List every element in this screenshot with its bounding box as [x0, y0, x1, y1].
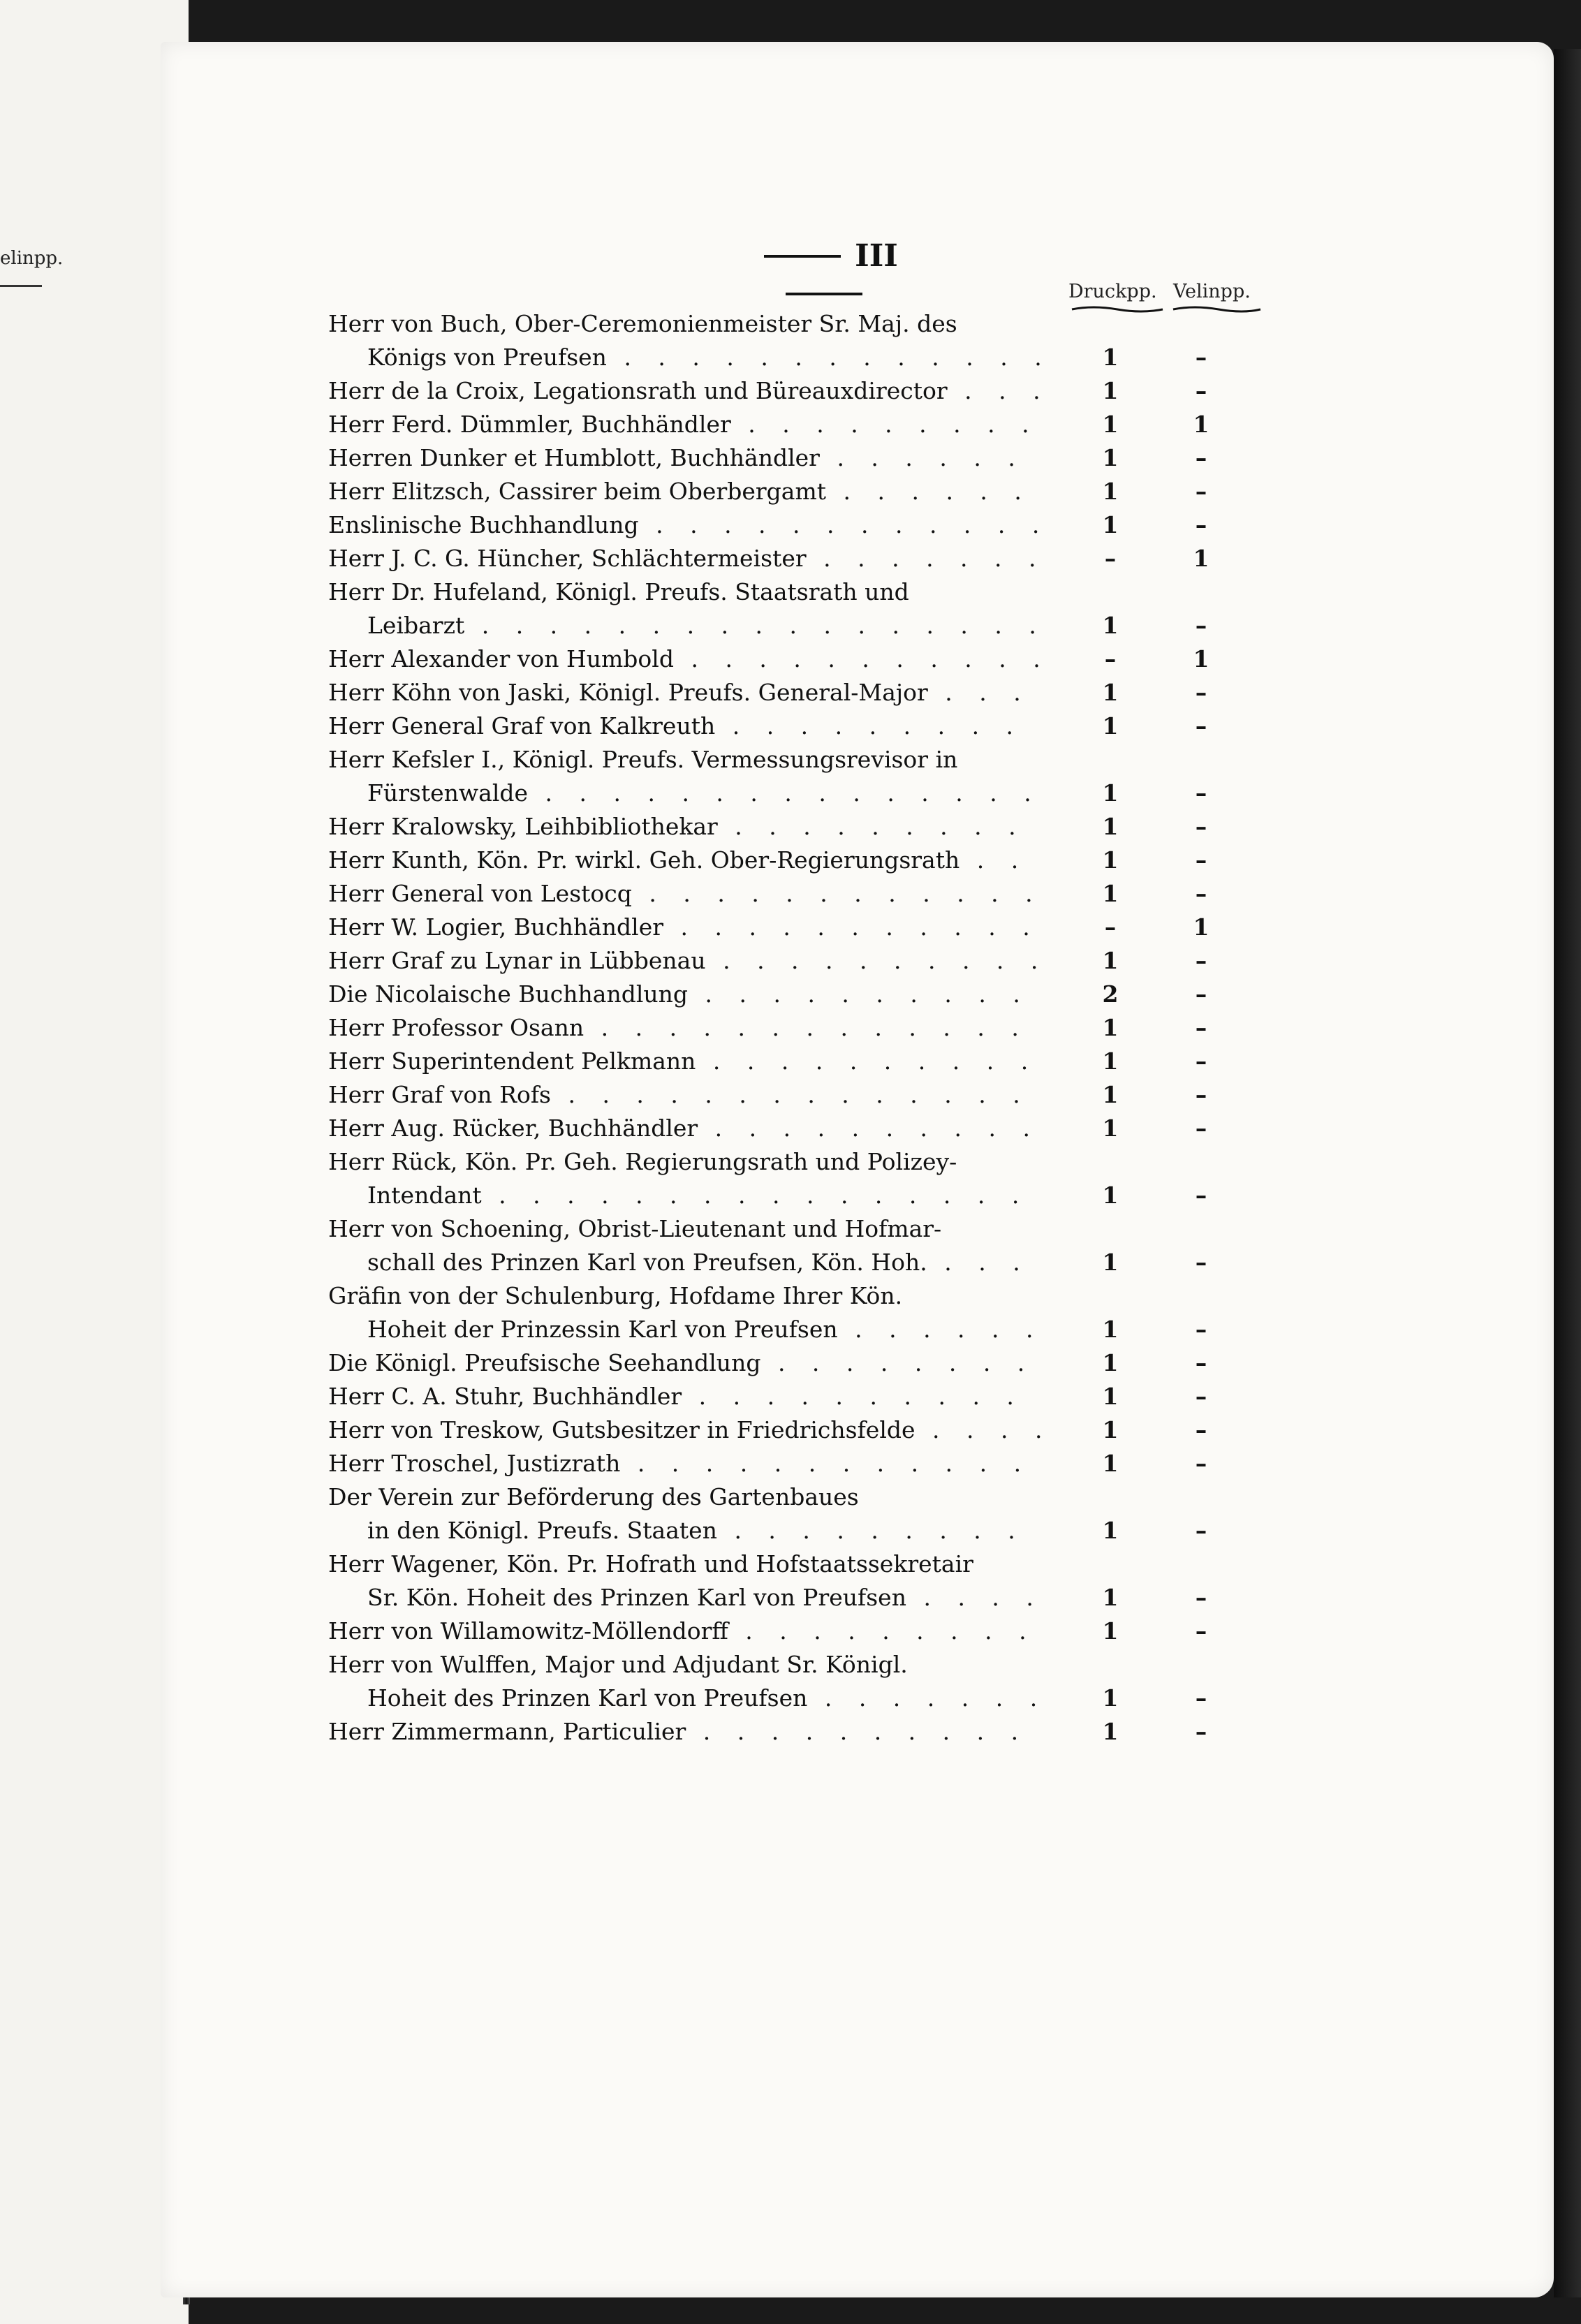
subscriber-name — [328, 709, 1040, 743]
subscriber-line: Herr Graf von Rofs . . . — [328, 1078, 1040, 1112]
velin-count: – — [1195, 612, 1207, 639]
subscriber-line: Herr Professor Osann . . . — [328, 1011, 1040, 1045]
druck-count: – — [1104, 913, 1117, 941]
subscriber-name — [328, 1648, 1040, 1715]
page-edge-shadow — [1554, 49, 1581, 2297]
subscriber-name — [328, 676, 1040, 709]
subscriber-line: Herr Alexander von Humbold . . . — [328, 642, 1040, 676]
subscriber-name — [328, 1615, 1040, 1648]
velin-count: – — [1195, 813, 1207, 840]
subscriber-line: Der Verein zur Beförderung des Gartenbaues — [328, 1483, 859, 1510]
subscriber-name — [328, 911, 1040, 944]
subscriber-line: Fürstenwalde . . . — [328, 777, 1040, 810]
velin-count: – — [1195, 1617, 1207, 1645]
subscriber-entry — [328, 743, 1278, 810]
subscriber-line: Gräfin von der Schulenburg, Hofdame Ihrer Kön. — [328, 1282, 903, 1309]
subscriber-line: Königs von Preufsen . . . — [328, 341, 1040, 374]
druck-count: 1 — [1102, 344, 1119, 371]
druck-count: 1 — [1102, 377, 1119, 404]
subscriber-name — [328, 542, 1040, 575]
subscriber-name — [328, 743, 1040, 810]
subscriber-entry — [328, 877, 1278, 911]
druck-count: 1 — [1102, 1115, 1119, 1142]
subscriber-line: Herr Kralowsky, Leihbibliothekar . . . — [328, 810, 1040, 844]
druck-count: 1 — [1102, 1718, 1119, 1745]
subscriber-name — [328, 1413, 1040, 1447]
subscriber-entry — [328, 1279, 1278, 1346]
velin-count: – — [1195, 1047, 1207, 1075]
druck-count: 1 — [1102, 846, 1119, 874]
subscriber-line: Herr Superintendent Pelkmann . . . — [328, 1045, 1040, 1078]
subscriber-entry — [328, 475, 1278, 508]
druck-count: 1 — [1102, 1517, 1119, 1544]
subscriber-name — [328, 1346, 1040, 1380]
velin-count: – — [1195, 947, 1207, 974]
subscriber-entry — [328, 810, 1278, 844]
subscriber-entry — [328, 542, 1278, 575]
subscriber-name — [328, 1380, 1040, 1413]
velin-count: – — [1195, 1081, 1207, 1108]
velin-count: – — [1195, 779, 1207, 807]
subscriber-line: Herr Kefsler I., Königl. Preufs. Vermessungsrevisor in — [328, 746, 958, 773]
subscriber-name — [328, 944, 1040, 978]
subscriber-name — [328, 1447, 1040, 1480]
subscriber-list — [328, 307, 1278, 1749]
subscriber-entry — [328, 1715, 1278, 1749]
subscriber-line: Herr W. Logier, Buchhändler . . . — [328, 911, 1040, 944]
subscriber-entry — [328, 374, 1278, 408]
druck-count: 1 — [1102, 712, 1119, 740]
velin-count: – — [1195, 377, 1207, 404]
druck-count: 1 — [1102, 1249, 1119, 1276]
subscriber-entry — [328, 1045, 1278, 1078]
subscriber-line: Herr von Schoening, Obrist-Lieutenant und Hofmar- — [328, 1215, 942, 1242]
subscriber-name — [328, 1480, 1040, 1547]
velin-count: – — [1195, 1316, 1207, 1343]
subscriber-entry — [328, 1346, 1278, 1380]
subscriber-entry — [328, 1547, 1278, 1615]
subscriber-entry — [328, 911, 1278, 944]
subscriber-name — [328, 575, 1040, 642]
subscriber-name — [328, 978, 1040, 1011]
subscriber-line: Herr Ferd. Dümmler, Buchhändler . . . — [328, 408, 1040, 441]
druck-count: 1 — [1102, 1081, 1119, 1108]
subscriber-entry — [328, 1011, 1278, 1045]
header-rule-right — [786, 293, 862, 295]
page-number-header — [719, 236, 929, 309]
subscriber-entry — [328, 844, 1278, 877]
druck-count: 1 — [1102, 1014, 1119, 1041]
druck-count: 1 — [1102, 1684, 1119, 1712]
column-header-velin: Velinpp. — [1173, 281, 1251, 302]
header-rule-left — [764, 255, 841, 258]
subscriber-line: Herr Zimmermann, Particulier . . . — [328, 1715, 1040, 1749]
subscriber-line: Enslinische Buchhandlung . . . — [328, 508, 1040, 542]
velin-count: – — [1195, 511, 1207, 538]
druck-count: 2 — [1102, 980, 1119, 1008]
velin-count: – — [1195, 1450, 1207, 1477]
subscriber-name — [328, 508, 1040, 542]
subscriber-name — [328, 642, 1040, 676]
druck-count: 1 — [1102, 444, 1119, 471]
subscriber-name — [328, 810, 1040, 844]
velin-count: – — [1195, 846, 1207, 874]
subscriber-line: Hoheit der Prinzessin Karl von Preufsen . . . — [328, 1313, 1040, 1346]
velin-count: 1 — [1193, 411, 1209, 438]
subscriber-line: Herr Köhn von Jaski, Königl. Preufs. General-Major . . . — [328, 676, 1040, 709]
column-header-druck: Druckpp. — [1068, 281, 1157, 302]
druck-count: 1 — [1102, 411, 1119, 438]
subscriber-name — [328, 1715, 1040, 1749]
druck-count: 1 — [1102, 1182, 1119, 1209]
subscriber-name — [328, 844, 1040, 877]
velin-count: – — [1195, 1115, 1207, 1142]
subscriber-line: Herr von Willamowitz-Möllendorff . . . — [328, 1615, 1040, 1648]
subscriber-entry — [328, 408, 1278, 441]
velin-count: – — [1195, 1684, 1207, 1712]
velin-count: – — [1195, 1249, 1207, 1276]
druck-count: 1 — [1102, 612, 1119, 639]
subscriber-entry — [328, 1615, 1278, 1648]
velin-count: – — [1195, 980, 1207, 1008]
druck-count: 1 — [1102, 880, 1119, 907]
subscriber-name — [328, 408, 1040, 441]
subscriber-name — [328, 877, 1040, 911]
druck-count: 1 — [1102, 779, 1119, 807]
subscriber-entry — [328, 1078, 1278, 1112]
subscriber-line: Die Nicolaische Buchhandlung . . . — [328, 978, 1040, 1011]
subscriber-line: Hoheit des Prinzen Karl von Preufsen . . . — [328, 1682, 1040, 1715]
velin-count: – — [1195, 478, 1207, 505]
subscriber-name — [328, 374, 1040, 408]
velin-count: – — [1195, 1517, 1207, 1544]
subscriber-line: Herr General Graf von Kalkreuth . . . — [328, 709, 1040, 743]
druck-count: – — [1104, 645, 1117, 672]
druck-count: 1 — [1102, 1383, 1119, 1410]
subscriber-line: Herr de la Croix, Legationsrath und Büreauxdirector . . . — [328, 374, 1040, 408]
subscriber-entry — [328, 1380, 1278, 1413]
subscriber-entry — [328, 1447, 1278, 1480]
subscriber-entry — [328, 575, 1278, 642]
velin-count: – — [1195, 344, 1207, 371]
subscriber-entry — [328, 642, 1278, 676]
subscriber-line: Herr J. C. G. Hüncher, Schlächtermeister . . . — [328, 542, 1040, 575]
subscriber-line: schall des Prinzen Karl von Preufsen, Kön. Hoh. . . . — [328, 1246, 1040, 1279]
subscriber-line: Herr Rück, Kön. Pr. Geh. Regierungsrath und Polizey- — [328, 1148, 957, 1175]
subscriber-entry — [328, 709, 1278, 743]
druck-count: 1 — [1102, 478, 1119, 505]
druck-count: 1 — [1102, 1047, 1119, 1075]
subscriber-entry — [328, 1480, 1278, 1547]
subscriber-line: Sr. Kön. Hoheit des Prinzen Karl von Preufsen . . . — [328, 1581, 1040, 1615]
subscriber-line: Leibarzt . . . — [328, 609, 1040, 642]
subscriber-line: Herr General von Lestocq . . . — [328, 877, 1040, 911]
subscriber-entry — [328, 1413, 1278, 1447]
druck-count: 1 — [1102, 1584, 1119, 1611]
velin-count: – — [1195, 712, 1207, 740]
subscriber-name — [328, 1011, 1040, 1045]
subscriber-name — [328, 1112, 1040, 1145]
velin-count: 1 — [1193, 913, 1209, 941]
velin-count: 1 — [1193, 545, 1209, 572]
velin-count: – — [1195, 444, 1207, 471]
velin-count: 1 — [1193, 645, 1209, 672]
druck-count: 1 — [1102, 1617, 1119, 1645]
velin-count: – — [1195, 1584, 1207, 1611]
subscriber-line: Herr Dr. Hufeland, Königl. Preufs. Staatsrath und — [328, 578, 909, 605]
subscriber-entry — [328, 307, 1278, 374]
subscriber-entry — [328, 978, 1278, 1011]
druck-count: 1 — [1102, 813, 1119, 840]
velin-count: – — [1195, 1182, 1207, 1209]
subscriber-line: Herren Dunker et Humblott, Buchhändler . . . — [328, 441, 1040, 475]
subscriber-name — [328, 441, 1040, 475]
subscriber-line: Herr von Treskow, Gutsbesitzer in Friedrichsfelde . . . — [328, 1413, 1040, 1447]
subscriber-line: Intendant . . . — [328, 1179, 1040, 1212]
subscriber-line: Herr Aug. Rücker, Buchhändler . . . — [328, 1112, 1040, 1145]
subscriber-entry — [328, 944, 1278, 978]
velin-count: – — [1195, 1349, 1207, 1376]
subscriber-line: Herr C. A. Stuhr, Buchhändler . . . — [328, 1380, 1040, 1413]
subscriber-line: Die Königl. Preufsische Seehandlung . . . — [328, 1346, 1040, 1380]
druck-count: 1 — [1102, 1416, 1119, 1443]
subscriber-line: Herr Graf zu Lynar in Lübbenau . . . — [328, 944, 1040, 978]
subscriber-entry — [328, 1212, 1278, 1279]
subscriber-line: Herr Troschel, Justizrath . . . — [328, 1447, 1040, 1480]
subscriber-name — [328, 1078, 1040, 1112]
subscriber-line: Herr von Wulffen, Major und Adjudant Sr. Königl. — [328, 1651, 908, 1678]
druck-count: – — [1104, 545, 1117, 572]
velin-count: – — [1195, 880, 1207, 907]
subscriber-name — [328, 1279, 1040, 1346]
velin-count: – — [1195, 1718, 1207, 1745]
subscriber-line: in den Königl. Preufs. Staaten . . . — [328, 1514, 1040, 1547]
subscriber-name — [328, 1212, 1040, 1279]
druck-count: 1 — [1102, 511, 1119, 538]
druck-count: 1 — [1102, 1316, 1119, 1343]
previous-page-rule — [0, 285, 42, 287]
velin-count: – — [1195, 679, 1207, 706]
page-number: III — [855, 238, 898, 274]
subscriber-name — [328, 1145, 1040, 1212]
subscriber-line: Herr Elitzsch, Cassirer beim Oberbergamt . . . — [328, 475, 1040, 508]
subscriber-name — [328, 475, 1040, 508]
subscriber-name — [328, 1045, 1040, 1078]
previous-page-header: elinpp. — [0, 248, 64, 269]
subscriber-entry — [328, 1112, 1278, 1145]
subscriber-entry — [328, 441, 1278, 475]
druck-count: 1 — [1102, 679, 1119, 706]
subscriber-name — [328, 307, 1040, 374]
druck-count: 1 — [1102, 1349, 1119, 1376]
subscriber-entry — [328, 1648, 1278, 1715]
druck-count: 1 — [1102, 1450, 1119, 1477]
velin-count: – — [1195, 1014, 1207, 1041]
subscriber-line: Herr Wagener, Kön. Pr. Hofrath und Hofstaatssekretair — [328, 1550, 973, 1577]
subscriber-line: Herr Kunth, Kön. Pr. wirkl. Geh. Ober-Regierungsrath . . . — [328, 844, 1040, 877]
velin-count: – — [1195, 1416, 1207, 1443]
subscriber-entry — [328, 508, 1278, 542]
druck-count: 1 — [1102, 947, 1119, 974]
velin-count: – — [1195, 1383, 1207, 1410]
subscriber-entry — [328, 1145, 1278, 1212]
subscriber-line: Herr von Buch, Ober-Ceremonienmeister Sr. Maj. des — [328, 310, 957, 337]
subscriber-name — [328, 1547, 1040, 1615]
subscriber-entry — [328, 676, 1278, 709]
